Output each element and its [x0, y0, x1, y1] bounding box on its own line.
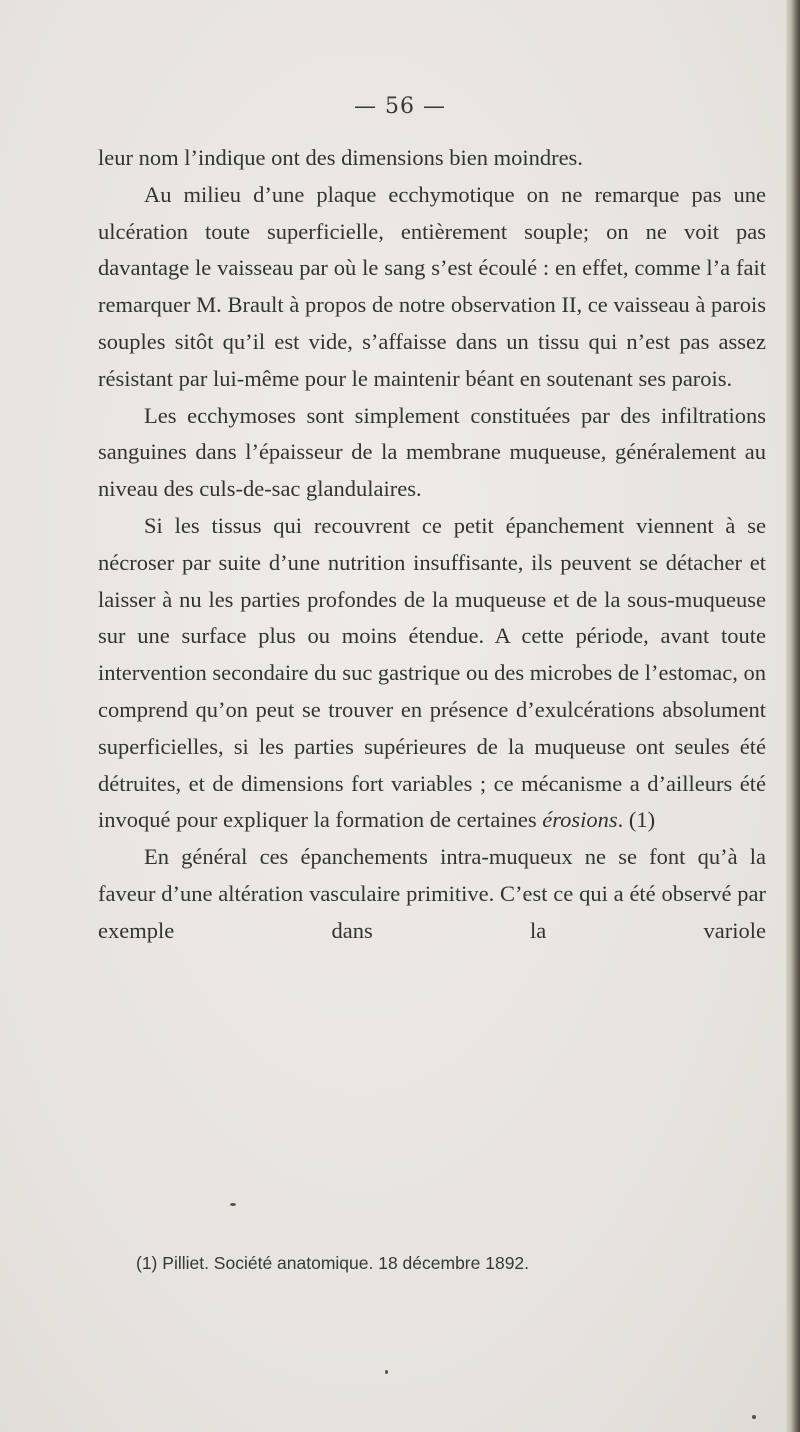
body-text	[98, 140, 766, 950]
paragraph-4: Si les tissus qui recouvrent ce petit épanchement viennent à se nécroser par suite d’une nutrition insuffisante, ils peuvent se détacher et laisser à nu les parties profondes de la muqueuse et de la sous-muqueuse sur une surface plus ou moins étendue. A cette période, avant toute intervention secondaire du suc gastrique ou des microbes de l’estomac, on comprend qu’on peut se trouver en présence d’exulcérations absolument superficielles, si les parties supérieures de la muqueuse ont seules été détruites, et de dimensions fort variables ; ce mécanisme a d’ailleurs été invoqué pour expliquer la formation de certaines érosions. (1)	[98, 512, 766, 833]
paragraph-2: Au milieu d’une plaque ecchymotique on ne remarque pas une ulcération toute superficielle, entièrement souple; on ne voit pas davantage le vaisseau par où le sang s’est écoulé : en effet, comme l’a fait remarquer M. Brault à propos de notre observation II, ce vaisseau à parois souples sitôt qu’il est vide, s’affaisse dans un tissu qui n’est pas assez résistant par lui-même pour le maintenir béant en soutenant ses parois.	[98, 181, 766, 391]
paragraph-5: En général ces épanchements intra-muqueux ne se font qu’à la faveur d’une altération vasculaire primitive. C’est ce qui a été observé par exemple dans la variole	[98, 844, 766, 943]
footnote-reference: (1)	[628, 807, 656, 833]
ink-speck	[230, 1203, 236, 1206]
paragraph-4-text: Si les tissus qui recouvrent ce petit épanchement viennent à se nécroser par suite d’une nutrition insuffisante, ils peuvent se détacher et laisser à nu les parties profondes de la muqueuse et de la sous-muqueuse sur une surface plus ou moins étendue. A cette période, avant toute intervention secondaire du suc gastrique ou des microbes de l’estomac, on comprend qu’on peut se trouver en présence d’exulcérations absolument superficielles, si les parties supérieures de la muqueuse ont seules été détruites, et de dimensions fort variables ; ce mécanisme a d’ailleurs été invoqué pour expliquer la formation de certaines	[98, 512, 766, 833]
footnote-marker: (1)	[136, 1253, 158, 1273]
italic-term: érosions	[542, 807, 618, 833]
footnote-text: Pilliet. Société anatomique. 18 décembre 1892.	[162, 1253, 530, 1273]
footnote	[98, 1253, 778, 1274]
ink-speck	[752, 1415, 756, 1419]
ink-speck	[385, 1370, 388, 1374]
paragraph-1: leur nom l’indique ont des dimensions bien moindres.	[98, 145, 583, 170]
page-number: — 56 —	[354, 94, 446, 119]
book-binding-edge	[786, 0, 800, 1432]
paragraph-3: Les ecchymoses sont simplement constituées par des infiltrations sanguines dans l’épaisseur de la membrane muqueuse, généralement au niveau des culs-de-sac glandulaires.	[98, 402, 766, 502]
